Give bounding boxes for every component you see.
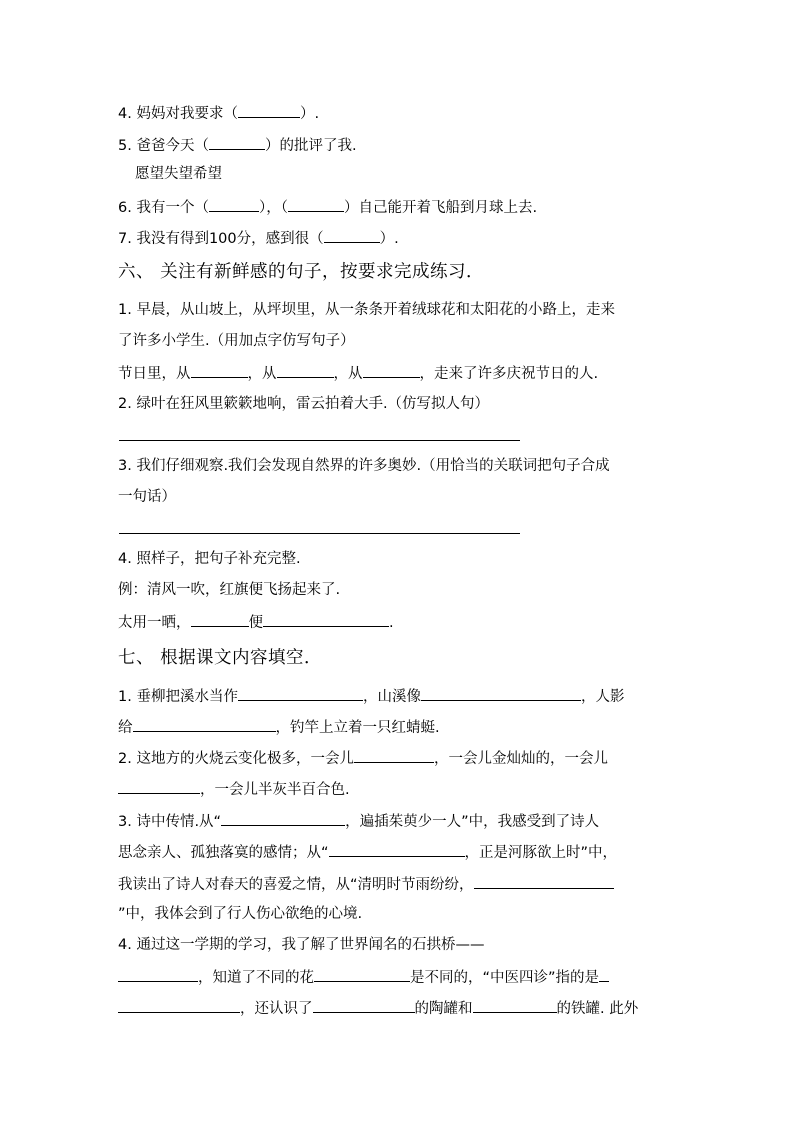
paragraph-line: 2. 绿叶在狂风里簌簌地响，雷云拍着大手.（仿写拟人句） — [118, 396, 490, 412]
question-text: ）自己能开着飞船到月球上去. — [343, 200, 538, 216]
question-4-line — [118, 102, 319, 124]
section-6-heading: 六、 关注有新鲜感的句子，按要求完成练习． — [118, 262, 485, 282]
question-text: 4. 妈妈对我要求（ — [118, 106, 238, 122]
question-text: ）. — [379, 231, 399, 247]
question-text: ，正是河豚欲上时”中， — [464, 845, 618, 861]
answer-blank[interactable] — [118, 997, 240, 1013]
question-text: ，一会儿半灰半百合色. — [200, 782, 350, 798]
answer-blank[interactable] — [473, 997, 557, 1013]
fill-line — [118, 997, 638, 1019]
word-bank: 愿望失望希望 — [135, 166, 222, 182]
fill-line — [118, 778, 350, 800]
answer-blank[interactable] — [133, 716, 276, 732]
paragraph-line: 3. 我们仔细观察.我们会发现自然界的许多奥妙.（用恰当的关联词把句子合成 — [118, 458, 610, 474]
paragraph-line: 4. 通过这一学期的学习，我了解了世界闻名的石拱桥—— — [118, 937, 485, 953]
fill-line — [118, 611, 394, 633]
question-text: ，山溪像 — [362, 689, 421, 705]
answer-blank[interactable] — [329, 841, 465, 857]
fill-line — [118, 810, 599, 832]
question-text: ，走来了许多庆祝节日的人. — [419, 366, 599, 382]
answer-blank[interactable] — [191, 362, 248, 378]
answer-blank[interactable] — [314, 966, 410, 982]
question-text: ，遍插茱萸少一人”中，我感受到了诗人 — [345, 814, 600, 830]
fill-line — [118, 747, 608, 769]
question-text: 3. 诗中传情.从“ — [118, 814, 222, 830]
paragraph-line: 一句话） — [118, 489, 176, 505]
answer-blank[interactable] — [474, 873, 614, 889]
answer-blank[interactable] — [277, 362, 334, 378]
question-text: ）的批评了我. — [264, 138, 357, 154]
question-text: 的陶罐和 — [414, 1001, 473, 1017]
question-text: 6. 我有一个（ — [118, 200, 209, 216]
question-text: ，还认识了 — [240, 1001, 313, 1017]
question-text: ），（ — [258, 200, 288, 216]
answer-blank[interactable] — [263, 611, 389, 627]
fill-line — [118, 966, 609, 988]
question-text: 1. 垂柳把溪水当作 — [118, 689, 238, 705]
question-text: 便 — [248, 615, 263, 631]
question-text: 太用一晒， — [118, 615, 191, 631]
question-text: ，从 — [333, 366, 363, 382]
answer-blank[interactable] — [324, 227, 380, 243]
answer-blank[interactable] — [191, 611, 249, 627]
question-text: ，钓竿上立着一只红蜻蜓. — [275, 720, 440, 736]
answer-blank[interactable] — [363, 362, 420, 378]
fill-line — [118, 362, 598, 384]
question-text: 7. 我没有得到100分，感到很（ — [118, 231, 324, 247]
answer-blank[interactable] — [238, 685, 363, 701]
answer-blank[interactable] — [118, 966, 198, 982]
example-line: 例：清风一吹，红旗便飞扬起来了. — [118, 582, 341, 598]
question-text: 是不同的，“中医四诊”指的是 — [410, 970, 600, 986]
answer-blank[interactable] — [221, 810, 345, 826]
question-text: 的铁罐. 此外 — [556, 1001, 639, 1017]
answer-blank[interactable] — [238, 102, 300, 118]
answer-blank[interactable] — [599, 966, 609, 982]
question-text: 节日里，从 — [118, 366, 191, 382]
question-6-line — [118, 196, 537, 218]
question-text: 给 — [118, 720, 133, 736]
question-text: 5. 爸爸今天（ — [118, 138, 209, 154]
question-text: ，知道了不同的花 — [198, 970, 314, 986]
fill-line — [118, 873, 614, 895]
answer-blank[interactable] — [421, 685, 581, 701]
question-text: ，人影 — [580, 689, 625, 705]
question-text: 思念亲人、孤独落寞的感情；从“ — [118, 845, 329, 861]
question-text: . — [389, 615, 394, 631]
answer-blank[interactable] — [209, 196, 259, 212]
answer-blank[interactable] — [354, 747, 434, 763]
paragraph-line: 1. 早晨，从山坡上，从坪坝里，从一条条开着绒球花和太阳花的小路上，走来 — [118, 302, 615, 318]
paragraph-line: 4. 照样子，把句子补充完整. — [118, 551, 301, 567]
answer-blank[interactable] — [313, 997, 415, 1013]
question-text: ）. — [299, 106, 320, 122]
fill-line — [118, 841, 617, 863]
answer-line[interactable] — [119, 440, 520, 441]
fill-line — [118, 716, 440, 738]
question-text: 我读出了诗人对春天的喜爱之情，从“清明时节雨纷纷， — [118, 877, 474, 893]
answer-blank[interactable] — [118, 778, 200, 794]
question-text: 2. 这地方的火烧云变化极多，一会儿 — [118, 751, 354, 767]
question-5-line — [118, 134, 357, 156]
paragraph-line: 了许多小学生.（用加点字仿写句子） — [118, 333, 355, 349]
question-text: ，一会儿金灿灿的，一会儿 — [433, 751, 608, 767]
answer-blank[interactable] — [288, 196, 344, 212]
question-text: ，从 — [247, 366, 277, 382]
answer-line[interactable] — [119, 533, 520, 534]
fill-line — [118, 685, 624, 707]
answer-blank[interactable] — [209, 134, 265, 150]
question-7-line — [118, 227, 399, 249]
paragraph-line: ”中，我体会到了行人伤心欲绝的心境. — [118, 906, 363, 922]
section-7-heading: 七、 根据课文内容填空． — [118, 648, 323, 668]
